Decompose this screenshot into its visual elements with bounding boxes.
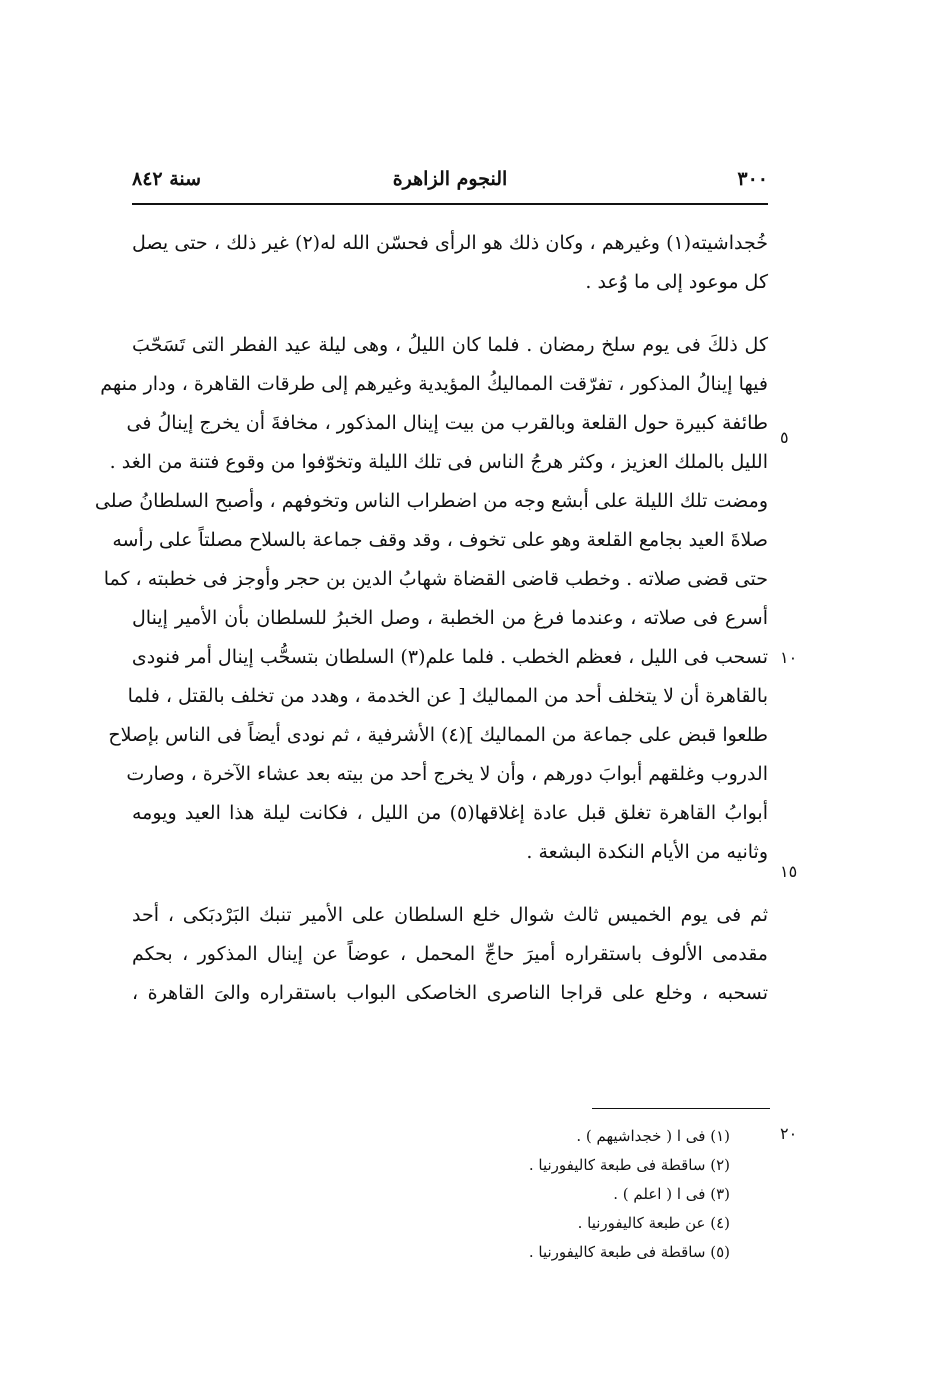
text-line: خُجداشيته(١) وغيرهم ، وكان ذلك هو الرأى فحسّن الله له(٢) غير ذلك ، حتى يصل <box>132 232 768 254</box>
text-line: أسرع فى صلاته ، وعندما فرغ من الخطبة ، وصل الخبرُ للسلطان بأن الأمير إينال <box>132 607 768 629</box>
text-line: الليل بالملك العزيز ، وكثر هرجُ الناس فى تلك الليلة وتخوّفوا من وقوع فتنة من الغد . <box>109 451 768 473</box>
running-header <box>132 168 768 198</box>
text-line: تسحب فى الليل ، فعظم الخطب . فلما علم(٣) السلطان بتسحُّب إينال أمر فنودى <box>131 646 768 668</box>
paragraph-2 <box>94 326 768 872</box>
text-line: تسحبه ، وخلع على قراجا الناصرى الخاصكى البواب باستقراره والىَ القاهرة ، <box>132 982 768 1004</box>
line-number-15: ١٥ <box>780 862 798 881</box>
text-line: صلاةَ العيد بجامع القلعة وهو على تخوف ، وقد وقف جماعة بالسلاح مصلتاً على رأسه <box>112 529 768 551</box>
text-line: وثانيه من الأيام النكدة البشعة . <box>526 841 768 863</box>
year-label: سنة ٨٤٢ <box>132 168 202 190</box>
footnote: (١) فى ا ( خجداشيهم ) . <box>576 1127 730 1145</box>
text-line: طائفة كبيرة حول القلعة وبالقرب من بيت إينال المذكور ، مخافةَ أن يخرج إينالُ فى <box>126 412 768 434</box>
text-line: كل موعود إلى ما وُعد . <box>585 271 768 293</box>
footnote: (٣) فى ا ( اعلم ) . <box>613 1185 730 1203</box>
page-number: ٣٠٠ <box>737 168 768 190</box>
footnote: (٤) عن طبعة كاليفورنيا . <box>577 1214 730 1232</box>
text-line: أبوابُ القاهرة تغلق قبل عادة إغلاقها(٥) من الليل ، فكانت ليلة هذا العيد ويومه <box>132 802 768 824</box>
text-line: مقدمى الألوف باستقراره أميرَ حاجِّ المحمل ، عوضاً عن إينال المذكور ، بحكم <box>132 943 768 965</box>
line-number-20: ٢٠ <box>780 1124 798 1143</box>
text-line: فيها إينالُ المذكور ، تفرّقت المماليكُ المؤيدية وغيرهم إلى طرقات القاهرة ، ودار منهم <box>100 373 768 395</box>
text-line: ومضت تلك الليلة على أبشع وجه من اضطراب الناس وتخوفهم ، وأصبح السلطانُ صلى <box>94 490 768 512</box>
paragraph-1 <box>132 224 768 302</box>
footnotes <box>529 1122 730 1267</box>
footnote-rule <box>592 1108 770 1109</box>
main-text <box>94 224 768 1013</box>
text-line: بالقاهرة أن لا يتخلف أحد من المماليك [ عن الخدمة ، وهدد من تخلف بالقتل ، فلما <box>127 685 768 707</box>
text-line: طلعوا قبض على جماعة من المماليك ](٤) الأشرفية ، ثم نودى أيضاً فى الناس بإصلاح <box>108 724 768 746</box>
footnote: (٥) ساقطة فى طبعة كاليفورنيا . <box>528 1243 730 1261</box>
paragraph-3 <box>132 896 768 1013</box>
header-rule <box>132 203 768 205</box>
line-number-5: ٥ <box>780 428 789 447</box>
line-number-10: ١٠ <box>780 648 798 667</box>
footnote: (٢) ساقطة فى طبعة كاليفورنيا . <box>528 1156 730 1174</box>
text-line: كل ذلكَ فى يوم سلخ رمضان . فلما كان الليلُ ، وهى ليلة عيد الفطر التى تَسَحّبَ <box>132 334 768 356</box>
text-line: حتى قضى صلاته . وخطب قاضى القضاة شهابُ الدين بن حجر وأوجز فى خطبته ، كما <box>103 568 768 590</box>
book-title: النجوم الزاهرة <box>392 168 508 190</box>
text-line: الدروب وغلقهم أبوابَ دورهم ، وأن لا يخرج أحد من بيته بعد عشاء الآخرة ، وصارت <box>126 763 768 785</box>
text-line: ثم فى يوم الخميس ثالث شوال خلع السلطان على الأمير تنبك البَرْدبَكى ، أحد <box>132 904 768 926</box>
